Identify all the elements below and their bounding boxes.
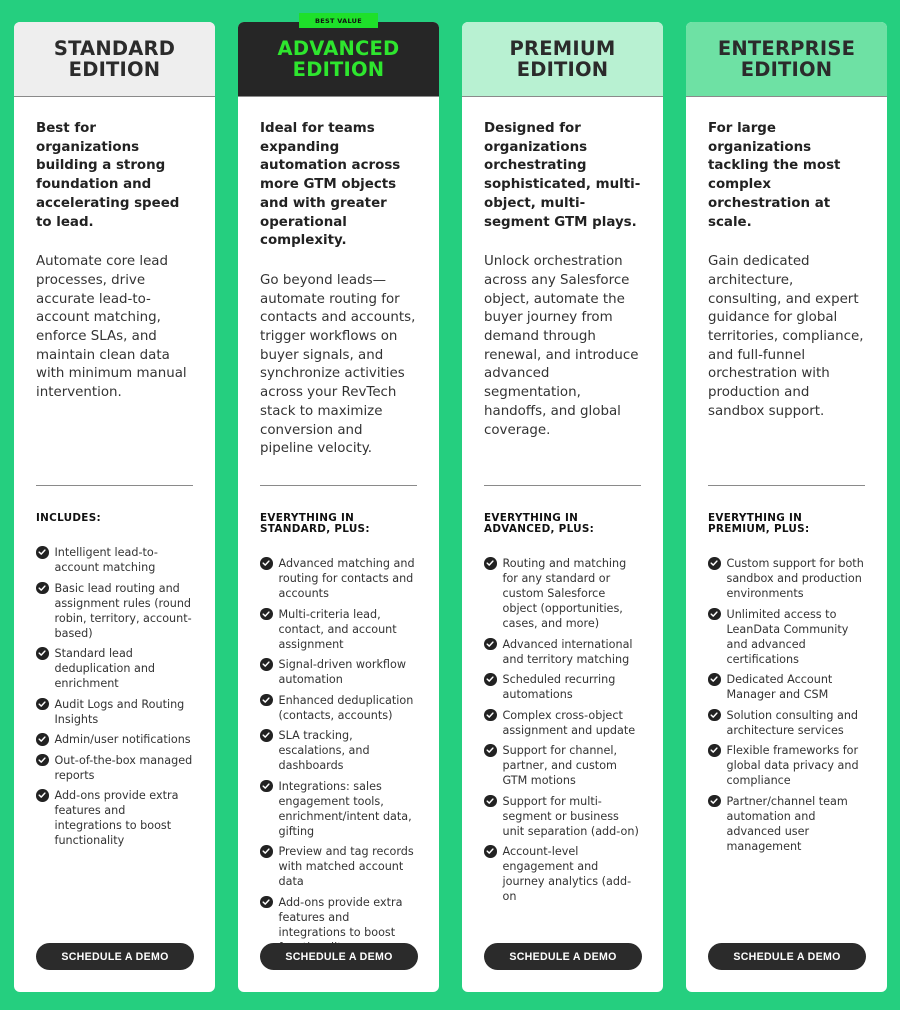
feature-item — [708, 794, 867, 854]
feature-text: Flexible frameworks for global data privacy and compliance — [726, 744, 859, 787]
check-circle-icon — [260, 557, 273, 570]
feature-text: Signal-driven workflow automation — [278, 658, 406, 686]
card-title: PREMIUM EDITION — [509, 37, 616, 81]
check-circle-icon — [36, 546, 49, 559]
check-circle-icon — [36, 733, 49, 746]
schedule-demo-button[interactable]: SCHEDULE A DEMO — [260, 943, 418, 970]
card-header — [238, 22, 439, 97]
check-circle-icon — [36, 698, 49, 711]
check-circle-icon — [260, 729, 273, 742]
schedule-demo-button[interactable]: SCHEDULE A DEMO — [708, 943, 866, 970]
card-tagline: Best for organizations building a strong foundation and accelerating speed to lead. — [36, 121, 180, 230]
feature-item — [484, 637, 643, 667]
feature-item — [260, 693, 419, 723]
check-circle-icon — [708, 673, 721, 686]
feature-text: Routing and matching for any standard or custom Salesforce object (opportunities, cases, and more) — [502, 557, 627, 630]
check-circle-icon — [36, 647, 49, 660]
feature-text: Support for multi-segment or business unit separation (add-on) — [502, 794, 639, 838]
check-circle-icon — [708, 608, 721, 621]
feature-item — [484, 672, 643, 702]
feature-item — [484, 708, 643, 738]
feature-text: Advanced matching and routing for contacts and accounts — [278, 557, 415, 600]
check-circle-icon — [36, 582, 49, 595]
includes-title: INCLUDES: — [36, 512, 101, 524]
feature-item — [708, 672, 867, 702]
divider — [484, 485, 641, 486]
feature-text: Support for channel, partner, and custom GTM motions — [502, 744, 618, 787]
feature-text: Standard lead deduplication and enrichment — [54, 647, 156, 690]
check-circle-icon — [260, 896, 273, 909]
feature-item — [484, 743, 643, 788]
feature-item — [708, 743, 867, 788]
check-circle-icon — [484, 673, 497, 686]
feature-list — [36, 545, 195, 854]
check-circle-icon — [484, 709, 497, 722]
feature-item — [484, 794, 643, 839]
check-circle-icon — [708, 709, 721, 722]
feature-text: Preview and tag records with matched account data — [278, 845, 414, 888]
standard-edition-card — [14, 22, 215, 992]
feature-text: SLA tracking, escalations, and dashboards — [278, 729, 370, 772]
feature-text: Solution consulting and architecture services — [726, 708, 859, 737]
card-header — [686, 22, 887, 97]
check-circle-icon — [708, 557, 721, 570]
feature-item — [260, 657, 419, 687]
feature-item — [36, 753, 195, 783]
check-circle-icon — [484, 744, 497, 757]
feature-text: Complex cross-object assignment and update — [502, 708, 636, 737]
feature-item — [36, 788, 195, 848]
feature-text: Enhanced deduplication (contacts, accounts) — [278, 693, 414, 722]
check-circle-icon — [260, 780, 273, 793]
check-circle-icon — [260, 608, 273, 621]
feature-item — [36, 732, 195, 747]
schedule-demo-button[interactable]: SCHEDULE A DEMO — [484, 943, 642, 970]
feature-list — [708, 556, 867, 859]
feature-text: Advanced international and territory matching — [502, 637, 633, 666]
feature-item — [36, 581, 195, 641]
feature-item — [260, 728, 419, 773]
card-title: ADVANCED EDITION — [277, 37, 400, 81]
feature-item — [708, 556, 867, 601]
feature-text: Scheduled recurring automations — [502, 673, 616, 701]
card-description: Automate core lead processes, drive accurate lead-to-account matching, enforce SLAs, and maintain clean data with minimum manual intervention. — [36, 254, 187, 401]
feature-text: Audit Logs and Routing Insights — [54, 697, 185, 726]
check-circle-icon — [260, 845, 273, 858]
feature-text: Add-ons provide extra features and integrations to boost functionality — [54, 789, 179, 847]
feature-text: Admin/user notifications — [54, 733, 191, 746]
feature-text: Custom support for both sandbox and production environments — [726, 557, 864, 600]
card-header — [462, 22, 663, 97]
enterprise-edition-card — [686, 22, 887, 992]
feature-list — [484, 556, 643, 910]
card-tagline: For large organizations tackling the most complex orchestration at scale. — [708, 121, 841, 230]
feature-item — [484, 556, 643, 631]
feature-text: Partner/channel team automation and advanced user management — [726, 794, 848, 853]
check-circle-icon — [484, 845, 497, 858]
feature-text: Add-ons provide extra features and integrations to boost — [278, 895, 403, 939]
advanced-edition-card — [238, 22, 439, 992]
feature-text: Out-of-the-box managed reports — [54, 753, 193, 782]
feature-text: Multi-criteria lead, contact, and account assignment — [278, 607, 397, 651]
check-circle-icon — [708, 744, 721, 757]
feature-item — [36, 697, 195, 727]
check-circle-icon — [260, 658, 273, 671]
feature-item — [484, 844, 643, 904]
feature-item — [260, 556, 419, 601]
feature-text: Intelligent lead-to-account matching — [54, 546, 158, 574]
card-description: Unlock orchestration across any Salesforce object, automate the buyer journey from demand through renewal, and introduce advanced segmentation, handoffs, and global coverage. — [484, 254, 639, 438]
card-title: ENTERPRISE EDITION — [717, 37, 856, 81]
check-circle-icon — [484, 557, 497, 570]
card-description: Gain dedicated architecture, consulting, and expert guidance for global territories, compliance, and full-funnel orchestration with production and sandbox support. — [708, 254, 864, 419]
feature-text: Basic lead routing and assignment rules (round robin, territory, account-based) — [54, 581, 192, 640]
feature-text: Account-level engagement and journey analytics (add-on — [502, 845, 632, 903]
card-description: Go beyond leads—automate routing for contacts and accounts, trigger workflows on buyer signals, and synchronize activities across your RevTech stack to maximize conversion and pipeline velocity. — [260, 272, 416, 457]
schedule-demo-button[interactable]: SCHEDULE A DEMO — [36, 943, 194, 970]
feature-item — [708, 708, 867, 738]
check-circle-icon — [36, 754, 49, 767]
feature-text: Unlimited access to LeanData Community and advanced certifications — [726, 607, 849, 666]
feature-item — [260, 779, 419, 839]
card-tagline: Designed for organizations orchestrating sophisticated, multi-object, multi-segment GTM plays. — [484, 121, 641, 230]
card-tagline: Ideal for teams expanding automation across more GTM objects and with greater operational complexity. — [260, 121, 401, 249]
feature-item — [260, 844, 419, 889]
premium-edition-card — [462, 22, 663, 992]
feature-list — [260, 556, 419, 960]
check-circle-icon — [708, 795, 721, 808]
feature-item — [36, 545, 195, 575]
divider — [708, 485, 865, 486]
feature-text: Dedicated Account Manager and CSM — [726, 673, 833, 701]
card-title: STANDARD EDITION — [53, 37, 176, 81]
includes-title: EVERYTHING IN ADVANCED, PLUS: — [484, 512, 595, 535]
feature-item — [36, 646, 195, 691]
feature-text: Integrations: sales engagement tools, enrichment/intent data, gifting — [278, 779, 412, 838]
feature-item — [260, 607, 419, 652]
includes-title: EVERYTHING IN PREMIUM, PLUS: — [708, 512, 810, 535]
check-circle-icon — [260, 694, 273, 707]
divider — [36, 485, 193, 486]
best-value-badge: BEST VALUE — [299, 13, 378, 28]
check-circle-icon — [484, 795, 497, 808]
divider — [260, 485, 417, 486]
feature-item — [708, 607, 867, 667]
includes-title: EVERYTHING IN STANDARD, PLUS: — [260, 512, 370, 535]
card-header — [14, 22, 215, 97]
check-circle-icon — [36, 789, 49, 802]
check-circle-icon — [484, 638, 497, 651]
